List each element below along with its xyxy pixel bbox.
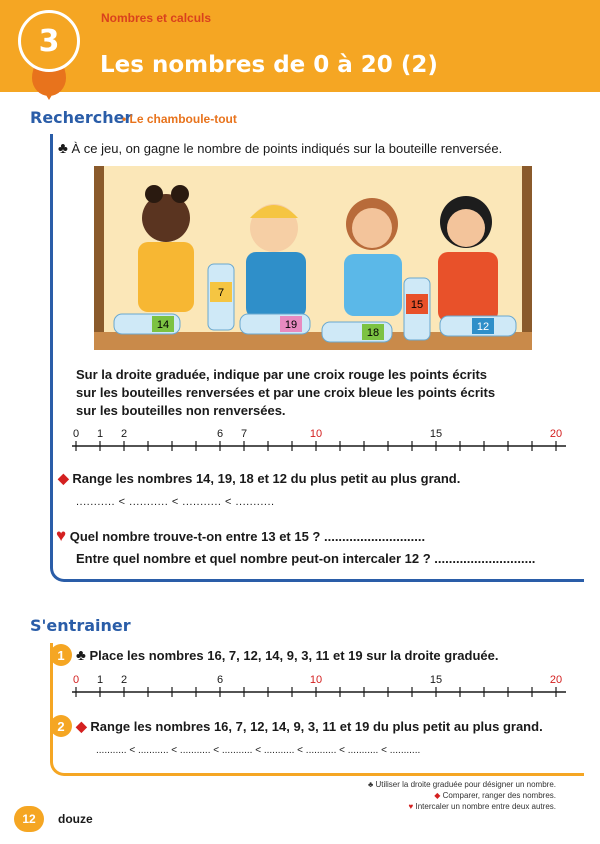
header-band — [0, 0, 600, 92]
q2-text: Range les nombres 14, 19, 18 et 12 du plus petit au plus grand. — [72, 471, 461, 486]
instruction-line-3: sur les bouteilles non renversées. — [76, 403, 286, 418]
q3-row — [56, 526, 425, 546]
number-line-rechercher[interactable] — [72, 428, 566, 458]
tick-label-0: 0 — [72, 428, 80, 440]
section-heading-sentrainer: S'entrainer — [30, 616, 131, 635]
exercise-2-number: 2 — [50, 715, 72, 737]
number-line-axis — [76, 428, 566, 458]
section-heading-rechercher: Rechercher — [30, 108, 133, 127]
section-subheading: • Le chamboule-tout — [122, 112, 237, 126]
tick-label-20: 20 — [549, 428, 563, 440]
tick-label-15: 15 — [429, 674, 443, 686]
tick-label-6: 6 — [216, 674, 224, 686]
kid-4-figure — [438, 196, 498, 322]
diamond-icon: ◆ — [76, 718, 87, 734]
tick-label-0: 0 — [72, 674, 80, 686]
tick-label-1: 1 — [96, 428, 104, 440]
exercise-2-answer-blanks[interactable]: ........... < ........... < ........... < ........... < ........... < ........... < ........... < ........... — [96, 745, 421, 756]
number-line-axis — [76, 674, 566, 704]
diamond-icon: ◆ — [434, 791, 441, 800]
bottle-label-12: 12 — [476, 321, 490, 333]
category-label: Nombres et calculs — [101, 11, 212, 25]
bottle-lying-19 — [240, 314, 310, 334]
footer-note-3-text: Intercaler un nombre entre deux autres. — [415, 802, 556, 811]
intro-row — [58, 140, 502, 157]
footer-note-1 — [368, 780, 556, 789]
lesson-number: 3 — [38, 23, 60, 59]
exercise-1-row — [76, 647, 498, 664]
kid-3-figure — [344, 198, 402, 316]
tick-label-7: 7 — [240, 428, 248, 440]
q3-line-2[interactable]: Entre quel nombre et quel nombre peut-on intercaler 12 ? ............................ — [76, 551, 536, 566]
tick-label-15: 15 — [429, 428, 443, 440]
footer-note-1-text: Utiliser la droite graduée pour désigner un nombre. — [375, 780, 556, 789]
bottle-lying-18 — [322, 322, 392, 342]
footer-note-2-text: Comparer, ranger des nombres. — [442, 791, 556, 800]
exercise-2-text: Range les nombres 16, 7, 12, 14, 9, 3, 11 et 19 du plus petit au plus grand. — [90, 719, 543, 734]
club-icon: ♣ — [367, 780, 374, 789]
bottle-standing-15 — [404, 278, 430, 340]
tick-label-2: 2 — [120, 674, 128, 686]
bottle-lying-14 — [114, 314, 180, 334]
exercise-2-row — [76, 718, 543, 735]
bottle-label-14: 14 — [156, 319, 170, 331]
footer-note-3 — [408, 802, 556, 811]
instruction-line-2: sur les bouteilles renversées et par une croix bleue les points écrits — [76, 385, 496, 400]
page-title: Les nombres de 0 à 20 (2) — [100, 52, 438, 78]
bottle-label-15: 15 — [410, 299, 424, 311]
club-icon: ♣ — [76, 647, 86, 664]
number-line-exercise-1[interactable] — [72, 674, 566, 704]
tick-label-1: 1 — [96, 674, 104, 686]
footer-note-2 — [434, 791, 556, 800]
bottle-label-7: 7 — [217, 287, 225, 299]
bottle-label-18: 18 — [366, 327, 380, 339]
bottle-lying-12 — [440, 316, 516, 336]
q2-row — [58, 470, 460, 487]
lesson-number-badge — [18, 10, 80, 72]
chamboule-tout-illustration — [94, 166, 532, 350]
q3-line-1[interactable]: Quel nombre trouve-t-on entre 13 et 15 ? ............................ — [69, 529, 426, 544]
heart-icon: ♥ — [408, 802, 414, 811]
page-number-word: douze — [58, 812, 93, 826]
exercise-1-text: Place les nombres 16, 7, 12, 14, 9, 3, 11 et 19 sur la droite graduée. — [89, 648, 499, 663]
intro-text: À ce jeu, on gagne le nombre de points indiqués sur la bouteille renversée. — [71, 141, 503, 156]
bottle-standing-7 — [208, 264, 234, 330]
page-number-badge: 12 — [14, 806, 44, 832]
tick-label-20: 20 — [549, 674, 563, 686]
tick-label-2: 2 — [120, 428, 128, 440]
tick-label-10: 10 — [309, 674, 323, 686]
tick-label-10: 10 — [309, 428, 323, 440]
tick-label-6: 6 — [216, 428, 224, 440]
instruction-line-1: Sur la droite graduée, indique par une croix rouge les points écrits — [76, 367, 488, 382]
club-icon: ♣ — [58, 140, 68, 157]
bottle-label-19: 19 — [284, 319, 298, 331]
q2-answer-blanks[interactable]: ........... < ........... < ........... < ........... — [76, 496, 275, 508]
heart-icon: ♥ — [56, 526, 67, 545]
diamond-icon: ◆ — [58, 470, 69, 486]
exercise-1-number: 1 — [50, 644, 72, 666]
